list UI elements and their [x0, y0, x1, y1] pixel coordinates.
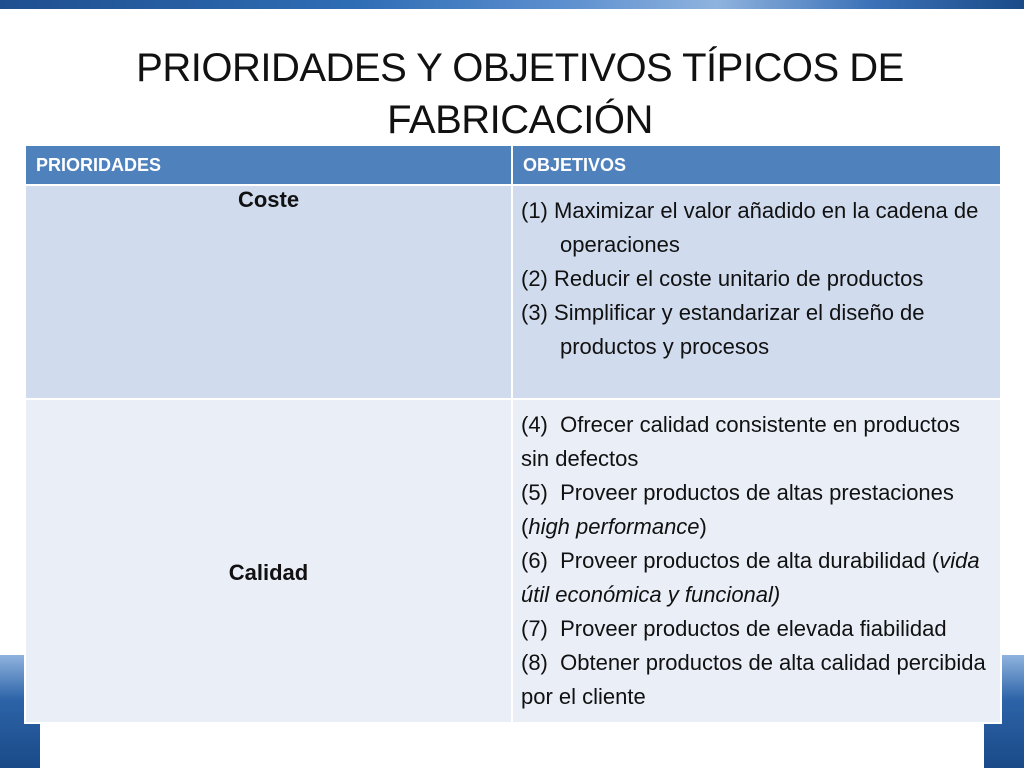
priorities-objectives-table — [24, 144, 1002, 724]
slide-title: PRIORIDADES Y OBJETIVOS TÍPICOS DE FABRICACIÓN — [136, 46, 904, 142]
table-row — [25, 399, 1001, 723]
objective-item — [521, 408, 990, 476]
table-header-row — [25, 145, 1001, 185]
objective-item — [521, 646, 990, 714]
objective-item — [521, 262, 990, 296]
objective-text-after: ) — [699, 514, 707, 539]
table-row — [25, 185, 1001, 399]
objective-text: Obtener productos de alta calidad percibida por el cliente — [521, 650, 986, 709]
priority-cell — [25, 185, 512, 399]
objective-number: (7) — [521, 616, 548, 641]
objective-text: Proveer productos de alta durabilidad ( — [560, 548, 940, 573]
priority-label: Calidad — [228, 560, 309, 585]
objective-number: (3) — [521, 300, 548, 325]
objective-number: (6) — [521, 548, 548, 573]
objective-item — [521, 612, 990, 646]
objectives-cell — [512, 399, 1001, 723]
decorative-top-band — [0, 0, 1024, 9]
objective-item — [521, 296, 990, 364]
header-objectives: OBJETIVOS — [512, 145, 1001, 185]
objective-number: (5) — [521, 480, 548, 505]
objective-number: (4) — [521, 412, 548, 437]
priority-cell — [25, 399, 512, 723]
objective-item — [521, 194, 990, 262]
objective-text: Proveer productos de altas prestaciones ( — [521, 480, 954, 539]
objective-number: (1) — [521, 198, 548, 223]
objective-text: Simplificar y estandarizar el diseño de productos y procesos — [554, 300, 925, 359]
objective-italic-text: high performance — [528, 514, 700, 539]
objective-text: Maximizar el valor añadido en la cadena de operaciones — [554, 198, 979, 257]
objective-item — [521, 544, 990, 612]
objective-italic-text: vida útil económica y funcional) — [521, 548, 980, 607]
objective-text: Ofrecer calidad consistente en productos sin defectos — [521, 412, 961, 471]
objective-text: Reducir el coste unitario de productos — [554, 266, 924, 291]
priority-label: Coste — [237, 187, 300, 212]
objective-number: (8) — [521, 650, 548, 675]
header-priorities: PRIORIDADES — [25, 145, 512, 185]
objective-item — [521, 476, 990, 544]
objective-text: Proveer productos de elevada fiabilidad — [560, 616, 947, 641]
objective-number: (2) — [521, 266, 548, 291]
objectives-cell — [512, 185, 1001, 399]
